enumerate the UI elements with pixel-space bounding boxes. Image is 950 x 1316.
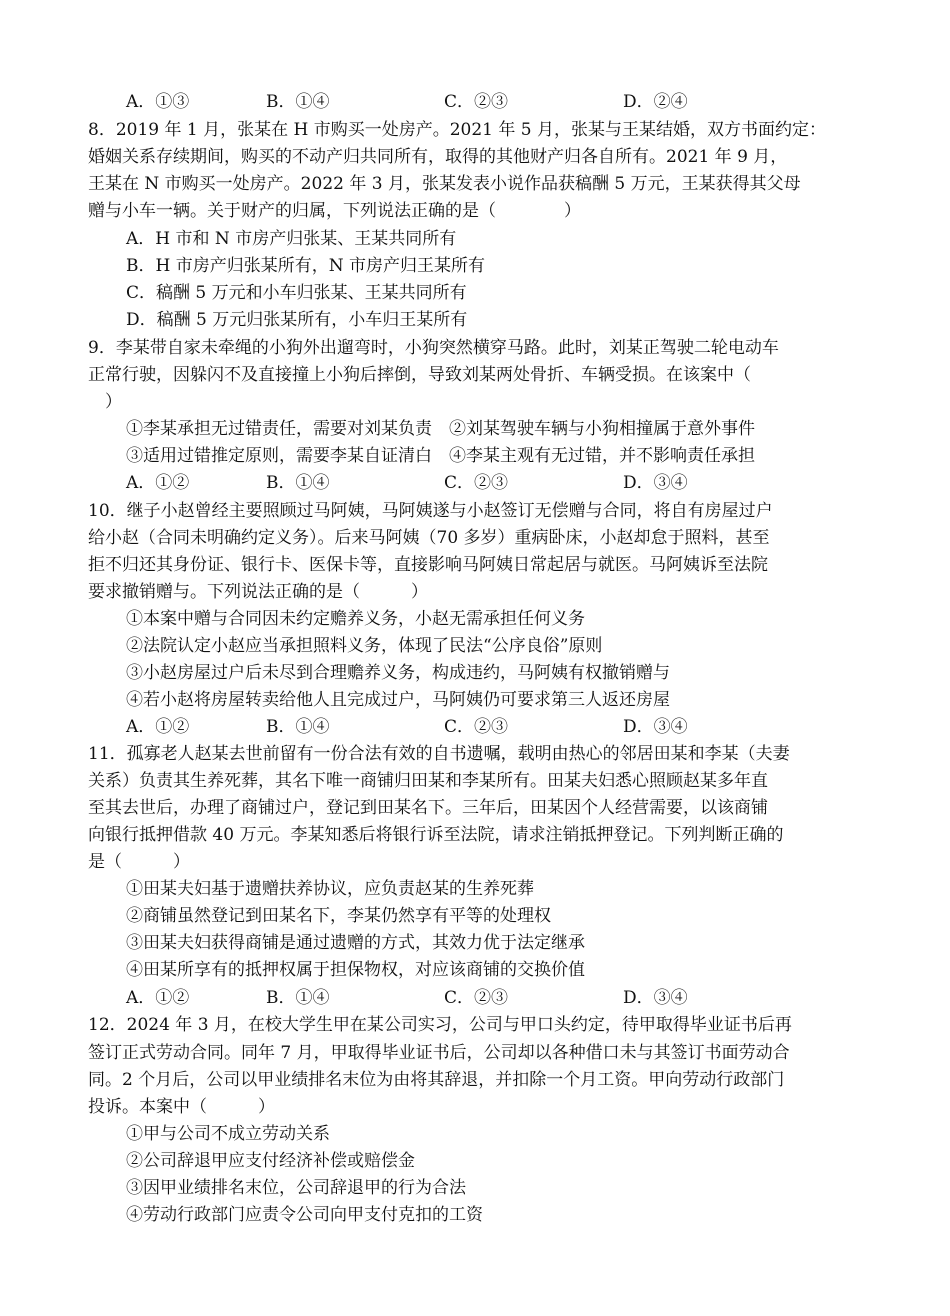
q10-option-d: D．③④	[623, 717, 688, 737]
q12-line-4: 投诉。本案中（ ）	[88, 1097, 275, 1117]
q8-option-d: D．稿酬 5 万元归张某所有，小车归王某所有	[126, 310, 468, 330]
q9-option-d: D．③④	[623, 473, 688, 493]
q12-statement-1: ①甲与公司不成立劳动关系	[126, 1124, 330, 1144]
q11-line-1: 11．孤寡老人赵某去世前留有一份合法有效的自书遗嘱，载明由热心的邻居田某和李某（夫妻	[88, 744, 790, 764]
q11-option-d: D．③④	[623, 988, 688, 1008]
prev-option-d: D．②④	[623, 92, 688, 112]
prev-option-c: C．②③	[444, 92, 509, 112]
q11-line-2: 关系）负责其生养死葬，其名下唯一商铺归田某和李某所有。田某夫妇悉心照顾赵某多年直	[88, 771, 768, 791]
q9-line-3: ）	[88, 392, 122, 412]
q10-line-4: 要求撤销赠与。下列说法正确的是（ ）	[88, 582, 428, 602]
q10-statement-2: ②法院认定小赵应当承担照料义务，体现了民法“公序良俗”原则	[126, 636, 603, 656]
q11-option-b: B．①④	[266, 988, 330, 1008]
q10-statement-1: ①本案中赠与合同因未约定赡养义务，小赵无需承担任何义务	[126, 609, 585, 629]
q12-statement-2: ②公司辞退甲应支付经济补偿或赔偿金	[126, 1151, 415, 1171]
q11-statement-4: ④田某所享有的抵押权属于担保物权，对应该商铺的交换价值	[126, 960, 585, 980]
q10-option-a: A．①②	[126, 717, 190, 737]
q12-statement-3: ③因甲业绩排名末位，公司辞退甲的行为合法	[126, 1178, 466, 1198]
q9-line-2: 正常行驶，因躲闪不及直接撞上小狗后摔倒，导致刘某两处骨折、车辆受损。在该案中（	[88, 365, 751, 385]
q12-line-2: 签订正式劳动合同。同年 7 月，甲取得毕业证书后，公司却以各种借口未与其签订书面劳动合	[88, 1043, 790, 1063]
prev-option-b: B．①④	[266, 92, 330, 112]
q11-option-c: C．②③	[444, 988, 509, 1008]
q10-line-3: 拒不归还其身份证、银行卡、医保卡等，直接影响马阿姨日常起居与就医。马阿姨诉至法院	[88, 555, 768, 575]
q9-statements-2: ③适用过错推定原则，需要李某自证清白 ④李某主观有无过错，并不影响责任承担	[126, 446, 755, 466]
q10-option-b: B．①④	[266, 717, 330, 737]
q8-option-c: C．稿酬 5 万元和小车归张某、王某共同所有	[126, 283, 467, 303]
q11-line-4: 向银行抵押借款 40 万元。李某知悉后将银行诉至法院，请求注销抵押登记。下列判断正确的	[88, 825, 784, 845]
q10-statement-3: ③小赵房屋过户后未尽到合理赡养义务，构成违约，马阿姨有权撤销赠与	[126, 663, 670, 683]
q10-line-2: 给小赵（合同未明确约定义务）。后来马阿姨（70 多岁）重病卧床，小赵却怠于照料，甚至	[88, 528, 770, 548]
q10-statement-4: ④若小赵将房屋转卖给他人且完成过户，马阿姨仍可要求第三人返还房屋	[126, 690, 670, 710]
q9-statements-1: ①李某承担无过错责任，需要对刘某负责 ②刘某驾驶车辆与小狗相撞属于意外事件	[126, 419, 755, 439]
q9-option-b: B．①④	[266, 473, 330, 493]
q11-statement-3: ③田某夫妇获得商铺是通过遗赠的方式，其效力优于法定继承	[126, 933, 585, 953]
q8-line-2: 婚姻关系存续期间，购买的不动产归共同所有，取得的其他财产归各自所有。2021 年 9 月，	[88, 147, 788, 167]
q8-option-b: B．H 市房产归张某所有，N 市房产归王某所有	[126, 256, 485, 276]
q12-line-1: 12．2024 年 3 月，在校大学生甲在某公司实习，公司与甲口头约定，待甲取得毕业证书后再	[88, 1015, 792, 1035]
prev-option-a: A．①③	[126, 92, 190, 112]
q11-line-5: 是（ ）	[88, 852, 190, 872]
q10-line-1: 10．继子小赵曾经主要照顾过马阿姨，马阿姨遂与小赵签订无偿赠与合同，将自有房屋过户	[88, 501, 773, 521]
q8-line-1: 8．2019 年 1 月，张某在 H 市购买一处房产。2021 年 5 月，张某与王某结婚，双方书面约定：	[88, 120, 827, 140]
q8-option-a: A．H 市和 N 市房产归张某、王某共同所有	[126, 229, 457, 249]
q11-option-a: A．①②	[126, 988, 190, 1008]
q9-option-a: A．①②	[126, 473, 190, 493]
q11-statement-2: ②商铺虽然登记到田某名下，李某仍然享有平等的处理权	[126, 906, 551, 926]
q12-statement-4: ④劳动行政部门应责令公司向甲支付克扣的工资	[126, 1205, 483, 1225]
q9-line-1: 9．李某带自家未牵绳的小狗外出遛弯时，小狗突然横穿马路。此时，刘某正驾驶二轮电动车	[88, 338, 779, 358]
q8-line-4: 赠与小车一辆。关于财产的归属，下列说法正确的是（ ）	[88, 201, 581, 221]
q11-statement-1: ①田某夫妇基于遗赠扶养协议，应负责赵某的生养死葬	[126, 879, 534, 899]
q12-line-3: 同。2 个月后，公司以甲业绩排名末位为由将其辞退，并扣除一个月工资。甲向劳动行政部门	[88, 1070, 785, 1090]
q11-line-3: 至其去世后，办理了商铺过户，登记到田某名下。三年后，田某因个人经营需要，以该商铺	[88, 798, 768, 818]
q9-option-c: C．②③	[444, 473, 509, 493]
q8-line-3: 王某在 N 市购买一处房产。2022 年 3 月，张某发表小说作品获稿酬 5 万元，王某获得其父母	[88, 174, 801, 194]
q10-option-c: C．②③	[444, 717, 509, 737]
